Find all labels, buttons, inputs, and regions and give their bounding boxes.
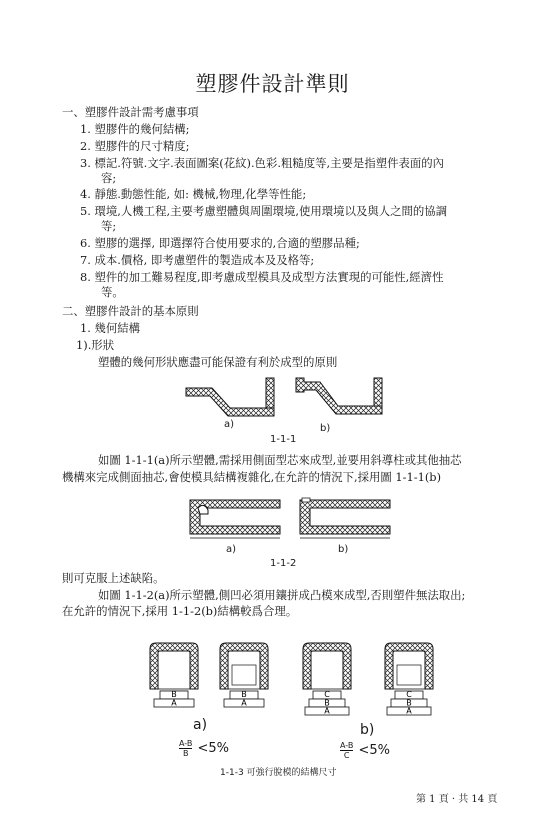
fig2-label-a: a) <box>226 544 237 555</box>
fig2-caption: 1-1-2 <box>270 558 297 569</box>
section2-sub2: 1).形狀 <box>76 338 115 352</box>
fig3-a2-letter-a: A <box>241 698 247 708</box>
list-num: 6. <box>80 236 91 250</box>
fig3-caption: 1-1-3 可強行脫模的結構尺寸 <box>220 768 337 778</box>
fig1-label-b: b) <box>320 423 331 434</box>
fig3-b1-letter-c: C <box>324 690 330 699</box>
list-num: 2. <box>80 139 91 153</box>
formula-a-rhs: <5% <box>197 741 230 756</box>
list-num: 3. <box>80 156 91 170</box>
fig3-formula-a <box>179 738 229 758</box>
fig3-b1-letter-b: B <box>324 698 330 708</box>
formula-b-rhs: <5% <box>358 743 391 758</box>
list-item-8-cont: 等。 <box>101 285 124 299</box>
list-item-3 <box>80 156 444 171</box>
list-item-3-cont: 容; <box>101 171 117 185</box>
fig3-b2-letter-c: C <box>406 690 412 699</box>
figure-1-1-3-a1 <box>150 643 200 713</box>
formula-a-denominator: B <box>182 749 189 758</box>
para2-line1: 如圖 1-1-2(a)所示塑體,側凹必須用鑲拼成凸模來成型,否則塑件無法取出; <box>98 588 466 602</box>
list-item-2 <box>80 139 189 154</box>
figure-1-1-2-b <box>300 500 390 542</box>
list-num: 5. <box>80 204 91 218</box>
fig1-caption: 1-1-1 <box>270 434 297 445</box>
fig1-label-a: a) <box>224 419 235 430</box>
page-footer: 第 1 頁 · 共 14 頁 <box>416 794 498 805</box>
section1-heading: 一、塑膠件設計需考慮事項 <box>62 105 199 119</box>
section2-principle: 塑體的幾何形狀應盡可能保證有利於成型的原則 <box>98 355 338 369</box>
fig2-label-b: b) <box>338 544 349 555</box>
list-num: 8. <box>80 270 91 284</box>
figure-1-1-1-b <box>296 378 386 422</box>
section2-heading: 二、塑膠件設計的基本原則 <box>62 304 199 318</box>
list-text: 塑膠件的尺寸精度; <box>94 139 190 153</box>
fig3-a1-letter-b: B <box>171 690 177 699</box>
fig3-b2-letter-b: B <box>406 698 412 708</box>
list-item-5 <box>80 204 447 219</box>
list-text: 標記.符號.文字.表面圖案(花紋).色彩.粗糙度等,主要是指塑件表面的內 <box>94 156 445 170</box>
list-text: 塑膠件的幾何結構; <box>94 122 190 136</box>
para2-line2: 在允許的情況下,採用 1-1-2(b)結構較爲合理。 <box>62 604 298 618</box>
list-text: 環境,人機工程,主要考慮塑體與周圍環境,使用環境以及與人之間的協調 <box>94 204 448 218</box>
list-num: 7. <box>80 253 91 267</box>
figure-1-1-1-a <box>186 378 276 422</box>
formula-b-numerator: A-B <box>340 741 354 750</box>
figure-1-1-3-b2 <box>385 643 435 718</box>
list-text: 靜態.動態性能, 如: 機械,物理,化學等性能; <box>94 187 307 201</box>
fig3-a2-letter-b: B <box>241 690 247 699</box>
list-item-4 <box>80 187 306 202</box>
list-item-7 <box>80 253 314 268</box>
list-item-8 <box>80 270 443 285</box>
section2-sub1: 1. 幾何結構 <box>80 321 141 335</box>
figure-1-1-3-a2 <box>220 643 270 713</box>
list-text: 塑膠的選擇, 即選擇符合使用要求的,合適的塑膠品種; <box>94 236 360 250</box>
list-item-6 <box>80 236 360 251</box>
fig3-a1-letter-a: A <box>171 698 177 708</box>
fig3-label-b: b) <box>360 722 375 738</box>
fig3-b1-letter-a: A <box>324 706 330 716</box>
para1-line2: 機構來完成側面抽芯,會使模具結構複雜化,在允許的情況下,採用圖 1-1-1(b) <box>62 470 442 484</box>
fig3-label-a: a) <box>193 717 208 733</box>
fig3-formula-b <box>340 740 390 760</box>
list-num: 4. <box>80 187 91 201</box>
document-title: 塑膠件設計準則 <box>195 72 350 96</box>
list-item-1 <box>80 122 189 137</box>
list-item-5-cont: 等; <box>101 219 117 233</box>
figure-1-1-2-a <box>190 500 280 542</box>
formula-a-numerator: A-B <box>179 739 193 748</box>
para2-line0: 則可克服上述缺陷。 <box>62 571 165 585</box>
para1-line1: 如圖 1-1-1(a)所示塑體,需採用側面型芯來成型,並要用斜導柱或其他抽芯 <box>98 453 462 467</box>
list-num: 1. <box>80 122 91 136</box>
list-text: 成本.價格, 即考慮塑件的製造成本及及格等; <box>94 253 315 267</box>
fig3-b2-letter-a: A <box>406 706 412 716</box>
formula-b-denominator: C <box>343 751 350 760</box>
figure-1-1-3-b1 <box>303 643 353 718</box>
list-text: 塑件的加工難易程度,即考慮成型模具及成型方法實現的可能性,經濟性 <box>94 270 444 284</box>
